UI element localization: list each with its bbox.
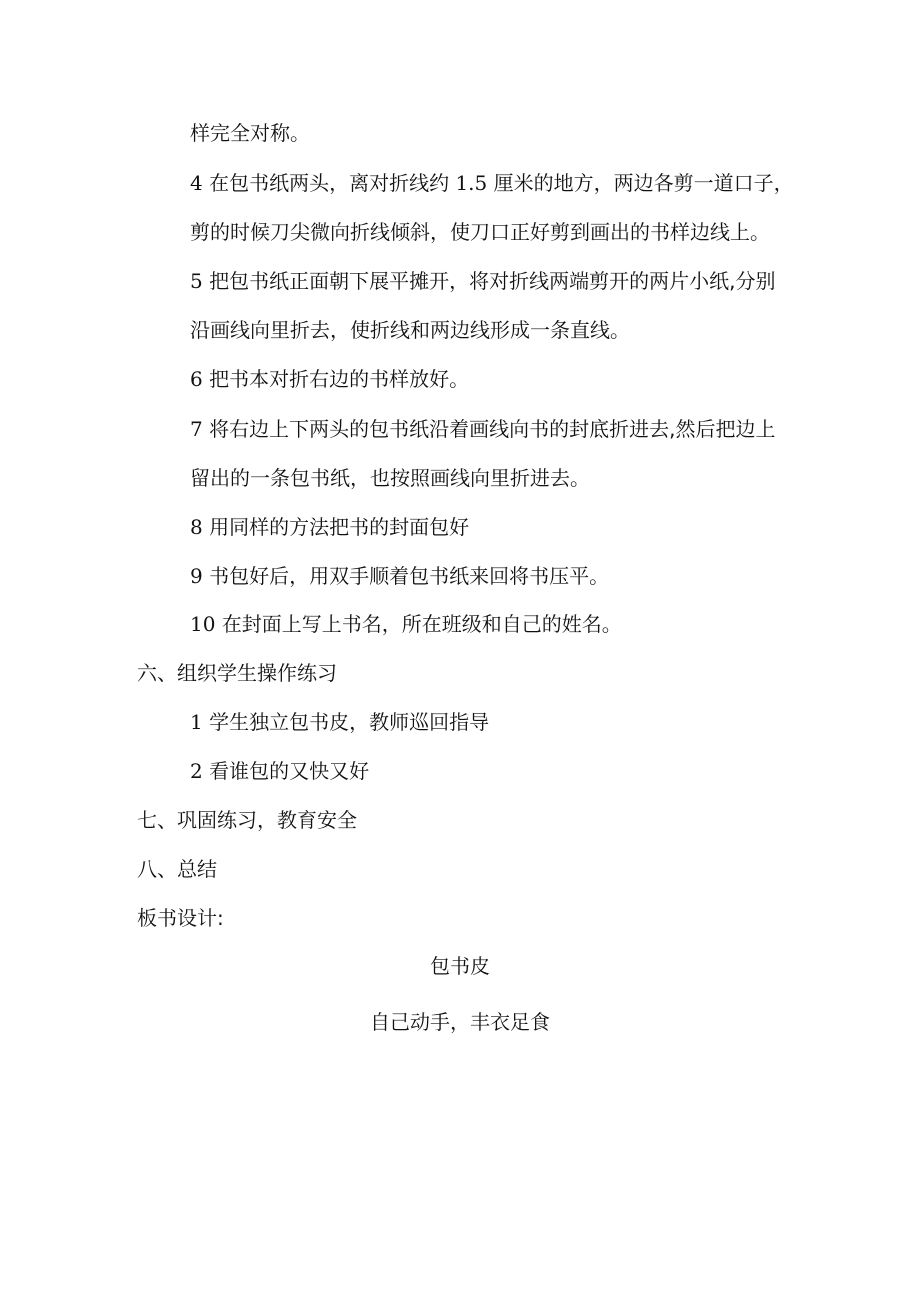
step-10-line-1 (190, 611, 622, 637)
step-number: 4 (190, 171, 203, 195)
section-6-heading: 六、组织学生操作练习 (137, 661, 337, 685)
step-4-line-2: 剪的时候刀尖微向折线倾斜，使刀口正好剪到画出的书样边线上。 (190, 220, 770, 244)
board-design-label: 板书设计: (137, 906, 224, 930)
step-number: 7 (190, 417, 203, 441)
step-text: 在封面上写上书名，所在班级和自己的姓名。 (221, 612, 622, 636)
step-3-continuation: 样完全对称。 (190, 121, 310, 145)
step-5-line-2: 沿画线向里折去，使折线和两边线形成一条直线。 (190, 318, 630, 342)
step-number: 9 (190, 564, 203, 588)
step-7-line-2: 留出的一条包书纸，也按照画线向里折进去。 (190, 466, 590, 490)
step-5-line-1 (190, 268, 775, 294)
step-9-line-1 (190, 563, 609, 589)
section-6-item-2 (190, 758, 369, 784)
step-text: 书包好后，用双手顺着包书纸来回将书压平。 (209, 564, 610, 588)
measurement-value: 1.5 (455, 171, 488, 195)
step-text: 在包书纸两头，离对折线约 (209, 171, 450, 195)
step-7-line-1 (190, 416, 775, 442)
step-8-line-1 (190, 514, 469, 540)
item-number: 1 (190, 710, 203, 734)
item-number: 2 (190, 759, 203, 783)
item-text: 学生独立包书皮，教师巡回指导 (209, 710, 490, 734)
item-text: 看谁包的又快又好 (209, 759, 370, 783)
section-6-item-1 (190, 709, 489, 735)
step-number: 6 (190, 367, 203, 391)
board-subtitle: 自己动手，丰衣足食 (370, 1010, 550, 1034)
step-number: 10 (190, 612, 216, 636)
section-7-heading: 七、巩固练习，教育安全 (137, 808, 357, 832)
step-text: 用同样的方法把书的封面包好 (209, 515, 470, 539)
step-4-line-1 (190, 170, 794, 196)
step-text: 把包书纸正面朝下展平摊开，将对折线两端剪开的两片小纸,分别 (209, 269, 776, 293)
step-text: 把书本对折右边的书样放好。 (209, 367, 470, 391)
step-number: 5 (190, 269, 203, 293)
board-title: 包书皮 (430, 954, 490, 978)
step-text: 将右边上下两头的包书纸沿着画线向书的封底折进去,然后把边上 (209, 417, 776, 441)
section-8-heading: 八、总结 (137, 857, 217, 881)
step-number: 8 (190, 515, 203, 539)
step-text: 厘米的地方，两边各剪一道口子， (493, 171, 794, 195)
step-6-line-1 (190, 366, 469, 392)
